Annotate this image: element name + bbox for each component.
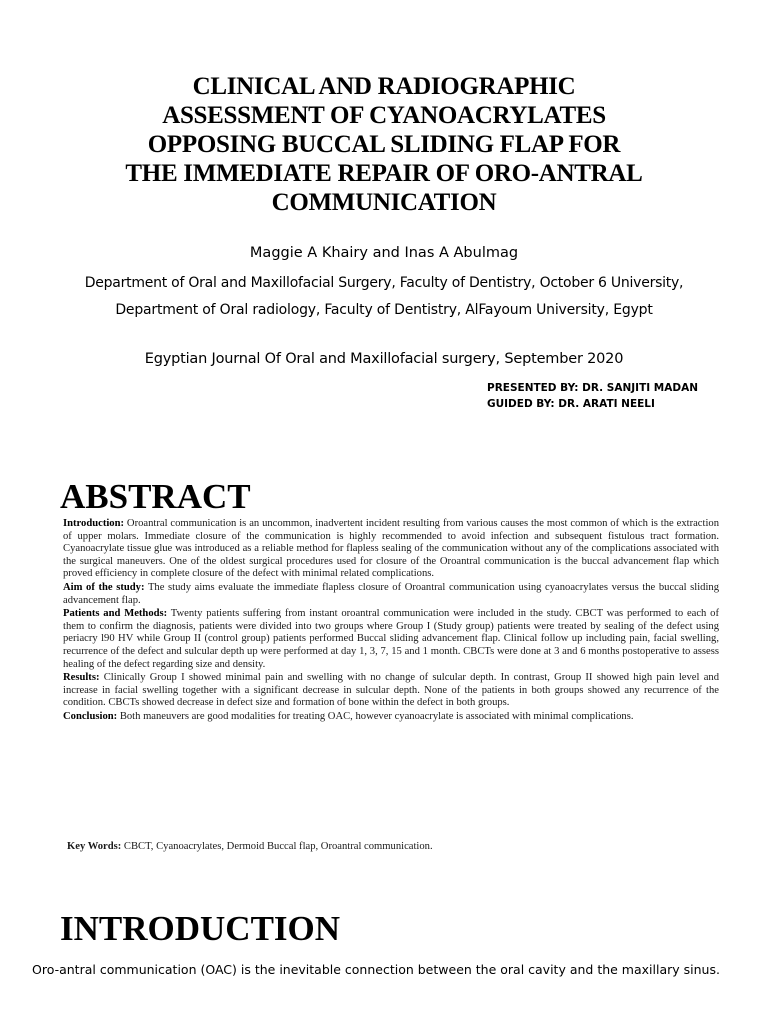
keywords-label: Key Words: [67,841,122,852]
abstract-heading: ABSTRACT [60,477,251,516]
section-text: Clinically Group I showed minimal pain and swelling with no change of sulcular depth. In contrast, Group II showed high pain level and increase in facial swelling together with a significant decrease in sulcular depth. None of the patients in both groups showed any recurrence of the condition. CBCTs showed decrease in defect size and formation of bone within the defect in both groups. [63,672,719,709]
presented-by: PRESENTED BY: DR. SANJITI MADAN [487,382,699,394]
section-label: Aim of the study: [63,581,145,593]
journal-citation: Egyptian Journal Of Oral and Maxillofacial surgery, September 2020 [144,351,624,367]
title-line: CLINICAL AND RADIOGRAPHIC [192,73,576,100]
abstract-results [63,672,719,710]
title-line: THE IMMEDIATE REPAIR OF ORO-ANTRAL [125,160,643,187]
abstract-body [63,518,719,725]
section-text: Both maneuvers are good modalities for treating OAC, however cyanoacrylate is associated with minimal complications. [117,710,634,722]
guided-by: GUIDED BY: DR. ARATI NEELI [487,398,655,410]
title-line: OPPOSING BUCCAL SLIDING FLAP FOR [147,131,621,158]
abstract-introduction [63,518,719,581]
affiliation-2: Department of Oral radiology, Faculty of Dentistry, AlFayoum University, Egypt [115,302,653,318]
section-label: Results: [63,672,100,684]
paper-title [60,72,708,217]
section-text: The study aims evaluate the immediate flapless closure of Oroantral communication using cyanoacrylates versus the buccal sliding advancement flap. [63,581,719,606]
title-line: COMMUNICATION [271,189,497,216]
section-text: Twenty patients suffering from instant oroantral communication were included in the study. CBCT was performed to each of them to confirm the diagnosis, patients were divided into two groups where Group I (Study group) patients were treated by sealing of the defect using periacry l90 HV while Group II (control group) patients performed Buccal sliding advancement flap. Clinical follow up including pain, facial swelling, recurrence of the defect and sulcular depth up were performed at day 1, 3, 7, 15 and 1 month. CBCTs were done at 3 and 6 months postoperative to assess healing of the defect regarding size and density. [63,608,720,670]
abstract-methods [63,608,719,671]
keywords-text: CBCT, Cyanoacrylates, Dermoid Buccal flap, Oroantral communication. [121,841,433,852]
keywords [67,840,433,853]
title-line: ASSESSMENT OF CYANOACRYLATES [162,102,606,129]
presenter-credits [487,380,698,412]
abstract-aim [63,582,719,607]
section-label: Patients and Methods: [63,608,168,620]
section-text: Oroantral communication is an uncommon, inadvertent incident resulting from various causes the most common of which is the extraction of upper molars. Immediate closure of the communication is highly recommended to avoid infection and subsequent fistulous tract formation. Cyanoacrylate tissue glue was introduced as a reliable method for flapless sealing of the communication without any of the complications associated with the surgical maneuvers. One of the oldest surgical procedures used for closure of the Oroantral communication is the buccal advancement flap which proved efficiency in complete closure of the defect with minimal related complications. [63,518,719,580]
section-label: Conclusion: [63,710,118,722]
section-label: Introduction: [63,518,125,529]
introduction-heading: INTRODUCTION [60,909,341,948]
abstract-conclusion [63,711,719,724]
affiliation-1: Department of Oral and Maxillofacial Surgery, Faculty of Dentistry, October 6 University, [84,275,684,291]
introduction-text: Oro-antral communication (OAC) is the inevitable connection between the oral cavity and the maxillary sinus. [32,962,720,977]
authors: Maggie A Khairy and Inas A Abulmag [249,245,519,261]
